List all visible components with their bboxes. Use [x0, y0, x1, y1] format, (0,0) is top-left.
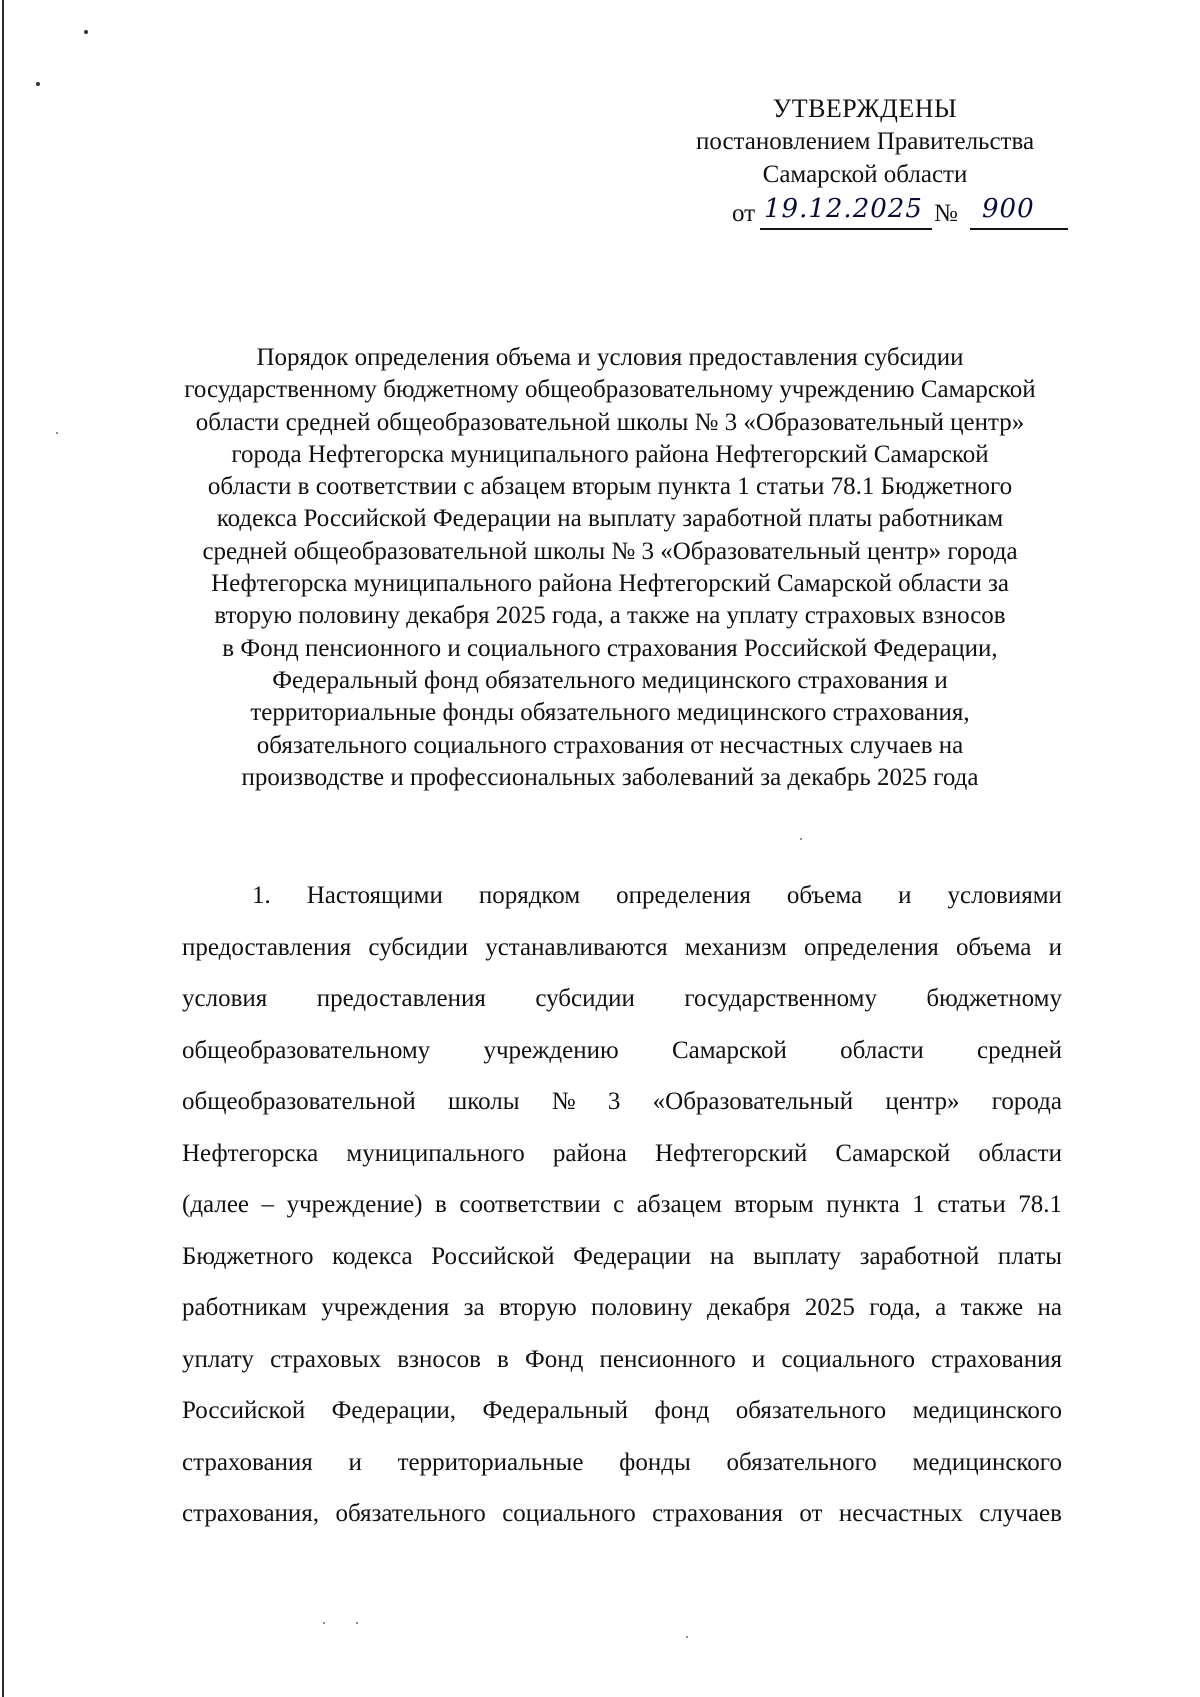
paragraph-word: выплату	[752, 1242, 841, 1270]
paragraph-word: определения	[616, 882, 751, 909]
paragraph-1	[182, 870, 1062, 1540]
document-title	[170, 342, 1050, 794]
paragraph-word: соответствии	[459, 1191, 601, 1218]
scan-speck	[84, 30, 88, 34]
paragraph-word: средней	[977, 1036, 1062, 1064]
paragraph-line	[182, 1076, 1062, 1128]
paragraph-word: обязательного	[735, 1397, 887, 1424]
paragraph-line	[182, 1282, 1062, 1334]
paragraph-word: и	[898, 882, 912, 909]
paragraph-word: абзацем	[636, 1191, 722, 1218]
scan-speck	[323, 1622, 325, 1624]
scan-speck	[356, 1622, 358, 1624]
paragraph-line	[182, 1437, 1062, 1489]
paragraph-line	[182, 973, 1062, 1025]
paragraph-word: области	[978, 1139, 1062, 1167]
paragraph-line	[182, 922, 1062, 974]
paragraph-word: 2025	[804, 1294, 855, 1321]
paragraph-word: 78.1	[1018, 1191, 1062, 1218]
number-underline	[970, 228, 1068, 230]
paragraph-word: с	[613, 1191, 625, 1218]
paragraph-word: декабря	[707, 1294, 791, 1321]
paragraph-word: порядком	[478, 882, 581, 909]
paragraph-line	[182, 1179, 1062, 1231]
paragraph-word: вторую	[499, 1294, 577, 1321]
paragraph-word: субсидии	[535, 985, 635, 1012]
paragraph-word: объема	[786, 882, 863, 909]
paragraph-word: государственному	[684, 985, 877, 1012]
handwritten-date: 19.12.2025	[764, 194, 923, 224]
title-line: области средней общеобразовательной школы № 3 «Образовательный центр»	[195, 408, 1025, 436]
paragraph-word: учреждения	[321, 1294, 450, 1321]
paragraph-word: пункта	[826, 1191, 900, 1218]
title-line: обязательного социального страхования от несчастных случаев на	[256, 731, 964, 759]
paragraph-word: социального	[502, 1500, 636, 1527]
paragraph-word: вторым	[734, 1191, 814, 1218]
paragraph-word: работникам	[182, 1294, 307, 1321]
paragraph-word: половину	[591, 1294, 693, 1321]
paragraph-word: города	[991, 1088, 1062, 1115]
approval-line-2: Самарской области	[762, 161, 968, 188]
paragraph-word: страхования	[182, 1448, 313, 1476]
paragraph-word: Самарской	[835, 1139, 951, 1167]
paragraph-word: от	[799, 1500, 823, 1527]
paragraph-word: №	[551, 1088, 576, 1115]
paragraph-word: а	[935, 1294, 947, 1321]
paragraph-line	[182, 1488, 1062, 1540]
paragraph-word: школы	[447, 1088, 520, 1115]
paragraph-word: предоставления	[316, 985, 486, 1012]
paragraph-word: Российской	[431, 1242, 555, 1270]
paragraph-word: объема	[956, 933, 1032, 961]
paragraph-word: устанавливаются	[485, 933, 668, 961]
paragraph-word: Бюджетного	[182, 1242, 314, 1270]
paragraph-word: за	[463, 1294, 485, 1321]
title-line: Нефтегорска муниципального района Нефтегорский Самарской области за	[211, 570, 1009, 598]
paragraph-word: муниципального	[346, 1139, 525, 1167]
paragraph-word: обязательного	[726, 1448, 877, 1476]
paragraph-word: взносов	[397, 1345, 481, 1373]
title-line: государственному бюджетному общеобразовательному учреждению Самарской	[184, 376, 1036, 404]
paragraph-word: пенсионного	[599, 1345, 736, 1373]
paragraph-word: механизм	[684, 933, 787, 961]
paragraph-word: и	[751, 1345, 766, 1373]
date-underline	[760, 228, 932, 230]
paragraph-word: статьи	[937, 1191, 1006, 1218]
paragraph-word: общеобразовательному	[182, 1036, 431, 1064]
paragraph-word: страхования	[652, 1500, 783, 1527]
scan-speck	[56, 432, 58, 434]
paragraph-word: учреждение)	[286, 1191, 423, 1218]
paragraph-word: 3	[607, 1088, 621, 1115]
paragraph-word: Федерации	[573, 1242, 692, 1270]
paragraph-line	[182, 1128, 1062, 1180]
paragraph-word: района	[552, 1139, 627, 1167]
paragraph-word: условиями	[947, 882, 1062, 909]
paragraph-word: Нефтегорский	[654, 1139, 808, 1167]
paragraph-word: 1	[912, 1191, 925, 1218]
paragraph-word: медицинского	[912, 1448, 1062, 1476]
paragraph-word: платы	[997, 1242, 1062, 1270]
scan-speck	[686, 1636, 688, 1638]
paragraph-word: центр»	[885, 1088, 960, 1115]
paragraph-word: Фонд	[525, 1345, 584, 1373]
paragraph-word: области	[840, 1036, 924, 1064]
paragraph-word: субсидии	[368, 933, 469, 961]
paragraph-word: (далее	[182, 1191, 250, 1218]
paragraph-word: медицинского	[912, 1397, 1062, 1424]
scan-speck	[800, 838, 802, 840]
title-line: города Нефтегорска муниципального района Нефтегорский Самарской	[231, 440, 989, 468]
paragraph-word: определения	[804, 933, 939, 961]
paragraph-word: на	[709, 1242, 735, 1270]
approval-block	[635, 92, 1095, 191]
title-line: кодекса Российской Федерации на выплату заработной платы работникам	[216, 505, 1004, 533]
title-line: территориальные фонды обязательного медицинского страхования,	[250, 699, 970, 727]
scan-speck	[36, 82, 40, 86]
paragraph-word: общеобразовательной	[182, 1088, 416, 1115]
paragraph-line	[182, 1385, 1062, 1437]
number-prefix: №	[934, 200, 958, 227]
title-line: Федеральный фонд обязательного медицинского страхования и	[272, 666, 948, 694]
paragraph-word: условия	[182, 985, 268, 1012]
paragraph-word: и	[348, 1448, 362, 1476]
title-line: в Фонд пенсионного и социального страхования Российской Федерации,	[222, 634, 998, 662]
paragraph-word: случаев	[979, 1500, 1062, 1527]
paragraph-word: учреждению	[483, 1036, 619, 1064]
paragraph-word: –	[261, 1191, 275, 1218]
paragraph-word: Настоящими	[306, 882, 443, 909]
paragraph-word: кодекса	[332, 1242, 413, 1270]
paragraph-word: в	[497, 1345, 509, 1373]
paragraph-word: Самарской	[671, 1036, 787, 1064]
paragraph-word: уплату	[182, 1345, 254, 1373]
title-line: средней общеобразовательной школы № 3 «Образовательный центр» города	[202, 537, 1018, 565]
paragraph-line	[182, 870, 1062, 922]
paragraph-word: Федерации,	[331, 1397, 456, 1424]
paragraph-line	[182, 1334, 1062, 1386]
approval-line-1: постановлением Правительства	[695, 128, 1035, 155]
paragraph-word: страховых	[270, 1345, 382, 1373]
handwritten-number: 900	[982, 194, 1035, 224]
paragraph-word: страхования	[931, 1345, 1062, 1373]
paragraph-word: бюджетному	[926, 985, 1062, 1012]
paragraph-word: Нефтегорска	[182, 1139, 319, 1167]
paragraph-word: территориальные	[397, 1448, 584, 1476]
paragraph-word: Федеральный	[482, 1397, 629, 1424]
approval-date-row	[732, 194, 1072, 234]
paragraph-word: несчастных	[838, 1500, 963, 1527]
paragraph-word: «Образовательный	[652, 1088, 854, 1115]
title-line: области в соответствии с абзацем вторым пункта 1 статьи 78.1 Бюджетного	[207, 473, 1013, 501]
paragraph-word: на	[1037, 1294, 1062, 1321]
paragraph-word: года,	[869, 1294, 921, 1321]
paragraph-word: в	[435, 1191, 447, 1218]
title-line: вторую половину декабря 2025 года, а также на уплату страховых взносов	[214, 602, 1006, 630]
paragraph-word: фонд	[654, 1397, 710, 1424]
paragraph-line	[182, 1025, 1062, 1077]
paragraph-word: также	[960, 1294, 1024, 1321]
paragraph-word: Российской	[182, 1397, 306, 1424]
approval-heading: УТВЕРЖДЕНЫ	[772, 94, 958, 123]
title-line: производстве и профессиональных заболеваний за декабрь 2025 года	[241, 763, 979, 791]
title-line: Порядок определения объема и условия предоставления субсидии	[256, 344, 964, 371]
paragraph-word: страхования,	[182, 1500, 320, 1527]
scan-edge-line	[2, 0, 4, 1697]
paragraph-word: фонды	[619, 1448, 691, 1476]
paragraph-word: 1.	[252, 882, 271, 909]
paragraph-word: заработной	[859, 1242, 980, 1270]
paragraph-line	[182, 1231, 1062, 1283]
paragraph-word: и	[1048, 933, 1062, 961]
paragraph-word: социального	[781, 1345, 916, 1373]
date-prefix: от	[732, 200, 756, 227]
paragraph-word: обязательного	[335, 1500, 486, 1527]
paragraph-word: предоставления	[182, 933, 352, 961]
